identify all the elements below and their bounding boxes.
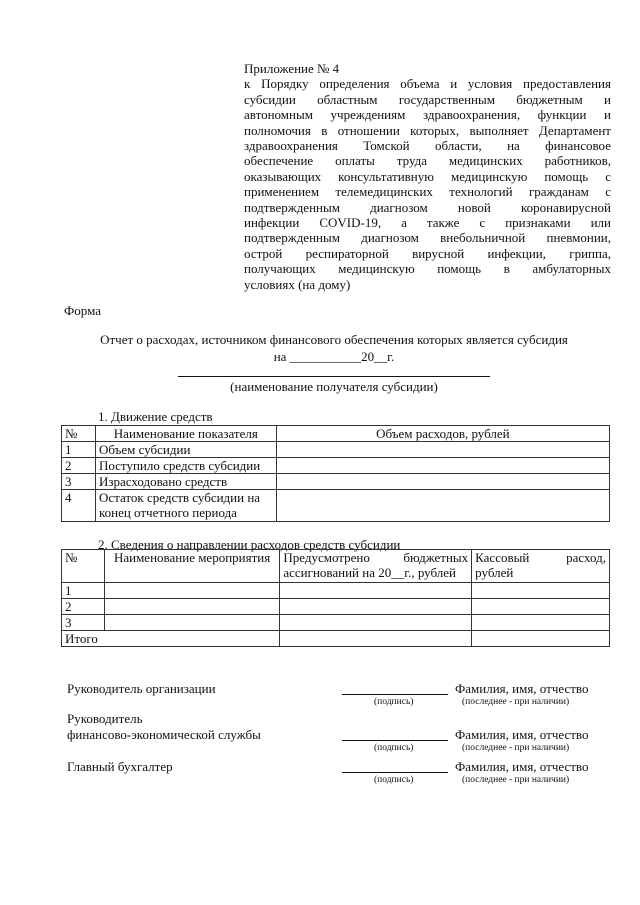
- table-row: [62, 490, 610, 522]
- header-cash-line: рублей: [475, 565, 514, 580]
- name-caption: (последнее - при наличии): [462, 743, 570, 753]
- appendix-line: острой респираторной вирусной инфекции, гриппа,: [244, 245, 611, 261]
- row-planned-cell[interactable]: [280, 583, 472, 599]
- recipient-caption: (наименование получателя субсидии): [230, 379, 438, 394]
- row-amount-cell[interactable]: [276, 490, 609, 522]
- report-title: Отчет о расходах, источником финансового обеспечения которых является субсидия: [100, 332, 568, 347]
- row-indicator-line: конец отчетного периода: [98, 505, 237, 520]
- signature-caption: (подпись): [374, 743, 414, 753]
- row-amount-cell[interactable]: [276, 442, 609, 458]
- row-num: 2: [62, 458, 96, 474]
- table-row: [62, 583, 610, 599]
- section2-heading: 2. Сведения о направлении расходов средств субсидии: [98, 537, 401, 552]
- row-indicator-line: Остаток средств субсидии на: [98, 490, 261, 505]
- row-num: 1: [62, 442, 96, 458]
- signature-line[interactable]: [342, 694, 448, 695]
- row-num: 4: [62, 490, 96, 522]
- expenditure-table: [61, 549, 610, 647]
- signature-caption: (подпись): [374, 697, 414, 707]
- row-indicator: Поступило средств субсидии: [95, 458, 276, 474]
- appendix-line: подтвержденным диагнозом внебольничной пневмонии,: [244, 230, 611, 246]
- signature-role-head: Руководитель организации: [67, 681, 216, 696]
- row-planned-cell[interactable]: [280, 599, 472, 615]
- header-activity: Наименование мероприятия: [104, 550, 279, 583]
- name-label: Фамилия, имя, отчество: [455, 681, 589, 696]
- header-num: №: [62, 550, 105, 583]
- report-date-line: на ___________20__г.: [273, 349, 395, 364]
- recipient-underline: [178, 376, 490, 377]
- header-amount: Объем расходов, рублей: [276, 426, 609, 442]
- row-activity-cell[interactable]: [104, 599, 279, 615]
- total-label: Итого: [62, 631, 280, 647]
- table-row: [62, 442, 610, 458]
- header-indicator: Наименование показателя: [95, 426, 276, 442]
- signature-role-finance-line2: финансово-экономической службы: [67, 727, 261, 742]
- name-label: Фамилия, имя, отчество: [455, 759, 589, 774]
- row-cash-cell[interactable]: [472, 583, 610, 599]
- row-indicator: Объем субсидии: [95, 442, 276, 458]
- header-cash: [472, 550, 610, 583]
- header-planned: [280, 550, 472, 583]
- appendix-line: оказывающих консультативную медицинскую помощь с: [244, 168, 611, 184]
- row-planned-cell[interactable]: [280, 615, 472, 631]
- form-label: Форма: [64, 303, 101, 318]
- total-planned-cell[interactable]: [280, 631, 472, 647]
- row-num: 1: [62, 583, 105, 599]
- row-num: 3: [62, 615, 105, 631]
- row-activity-cell[interactable]: [104, 615, 279, 631]
- section1-heading: 1. Движение средств: [98, 409, 213, 424]
- row-activity-cell[interactable]: [104, 583, 279, 599]
- table-row: [62, 474, 610, 490]
- header-planned-line: ассигнований на 20__г., рублей: [283, 565, 457, 580]
- signature-line[interactable]: [342, 772, 448, 773]
- name-caption: (последнее - при наличии): [462, 775, 570, 785]
- signature-role-finance: Руководитель: [67, 711, 143, 726]
- header-planned-line: Предусмотрено бюджетных: [283, 550, 469, 565]
- table-header-row: [62, 550, 610, 583]
- appendix-title: Приложение № 4: [244, 61, 340, 76]
- table-row: [62, 458, 610, 474]
- table-row: [62, 599, 610, 615]
- appendix-block: [244, 61, 611, 292]
- row-cash-cell[interactable]: [472, 599, 610, 615]
- row-cash-cell[interactable]: [472, 615, 610, 631]
- table-total-row: [62, 631, 610, 647]
- header-cash-line: Кассовый расход,: [475, 550, 606, 565]
- appendix-line: подтвержденным диагнозом новой коронавирусной: [244, 199, 611, 215]
- appendix-line: полномочия в отношении которых, выполняет Департамент: [244, 122, 611, 138]
- appendix-line: инфекции COVID-19, а также с признаками или: [244, 215, 611, 231]
- appendix-line: условиях (на дому): [244, 276, 351, 292]
- row-num: 3: [62, 474, 96, 490]
- total-cash-cell[interactable]: [472, 631, 610, 647]
- appendix-line: получающих медицинскую помощь в амбулаторных: [244, 261, 611, 277]
- row-amount-cell[interactable]: [276, 474, 609, 490]
- signature-role-accountant: Главный бухгалтер: [67, 759, 173, 774]
- appendix-line: автономным учреждениям здравоохранения, функции и: [244, 107, 611, 123]
- appendix-line: здравоохранения Томской области, на финансовое: [244, 138, 611, 154]
- appendix-line: применением телемедицинских технологий гражданам с: [244, 184, 611, 200]
- name-caption: (последнее - при наличии): [462, 697, 570, 707]
- row-num: 2: [62, 599, 105, 615]
- funds-movement-table: [61, 425, 610, 522]
- table-row: [62, 615, 610, 631]
- row-indicator: Израсходовано средств: [95, 474, 276, 490]
- appendix-line: к Порядку определения объема и условия предоставления: [244, 76, 611, 92]
- appendix-line: субсидии областным государственным бюджетным и: [244, 91, 611, 107]
- row-indicator: [95, 490, 276, 522]
- row-amount-cell[interactable]: [276, 458, 609, 474]
- header-num: №: [62, 426, 96, 442]
- appendix-line: обеспечение оплаты труда медицинских работников,: [244, 153, 611, 169]
- name-label: Фамилия, имя, отчество: [455, 727, 589, 742]
- signature-caption: (подпись): [374, 775, 414, 785]
- signature-line[interactable]: [342, 740, 448, 741]
- table-header-row: [62, 426, 610, 442]
